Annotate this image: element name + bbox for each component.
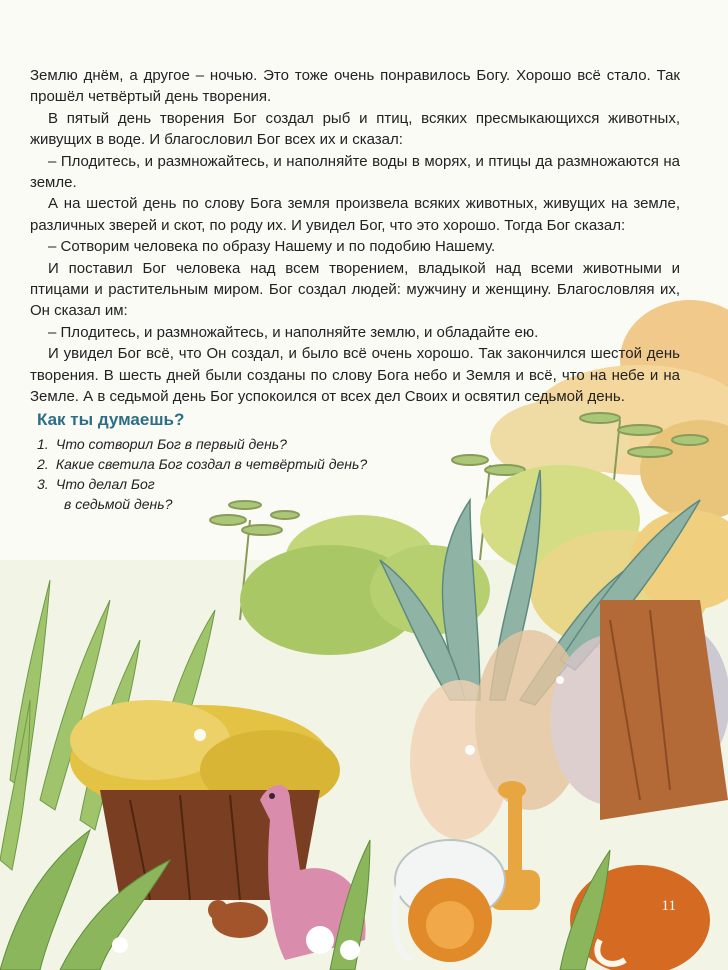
lion (408, 878, 492, 962)
question-text: Что сотворил Бог в первый день? (55, 436, 287, 452)
question-3 (37, 474, 437, 514)
question-1 (37, 434, 437, 454)
question-number: 1. (37, 436, 49, 452)
paragraph-1: Землю днём, а другое – ночью. Это тоже очень понравилось Богу. Хорошо всё стало. Так прошёл четвёртый день творения. (30, 67, 680, 106)
paragraph-6: И поставил Бог человека над всем творением, владыкой над всеми животными и птицами и растительным миром. Бог создал людей: мужчину и женщину. Благословляя их, Он сказал им: (30, 259, 680, 320)
page-number: 11 (661, 898, 676, 914)
question-number: 2. (37, 456, 49, 472)
paragraph-5: – Сотворим человека по образу Нашему и по подобию Нашему. (48, 238, 496, 256)
paragraph-4: А на шестой день по слову Бога земля произвела всяких животных, живущих на земле, различных зверей и скот, по роду их. И увидел Бог, что это хорошо. Тогда Бог сказал: (30, 195, 680, 234)
question-number: 3. (37, 476, 49, 492)
paragraph-8: И увидел Бог всё, что Он создал, и было всё очень хорошо. Так закончился шестой день творения. В шесть дней были созданы по слову Бога небо и Земля и всё, что на небе и на Земле. А в седьмой день Бог успокоился от всех дел Своих и освятил седьмой день. (30, 345, 680, 406)
story-text (30, 65, 680, 408)
questions-heading: Как ты думаешь? (37, 410, 185, 429)
question-text: Какие светила Бог создал в четвёртый день? (55, 456, 368, 472)
questions-list (37, 434, 437, 514)
paragraph-7: – Плодитесь, и размножайтесь, и наполняйте землю, и обладайте ею. (48, 323, 539, 341)
questions-section (37, 410, 437, 514)
paragraph-3: – Плодитесь, и размножайтесь, и наполняйте воды в морях, и птицы да размножаются на земле. (30, 152, 680, 192)
question-text: Что делал Бог (55, 476, 155, 492)
question-text-continued: в седьмой день? (64, 496, 173, 512)
paragraph-2: В пятый день творения Бог создал рыб и птиц, всяких пресмыкающихся животных, живущих в воде. И благословил Бог всех их и сказал: (30, 109, 680, 149)
question-2 (37, 454, 437, 474)
